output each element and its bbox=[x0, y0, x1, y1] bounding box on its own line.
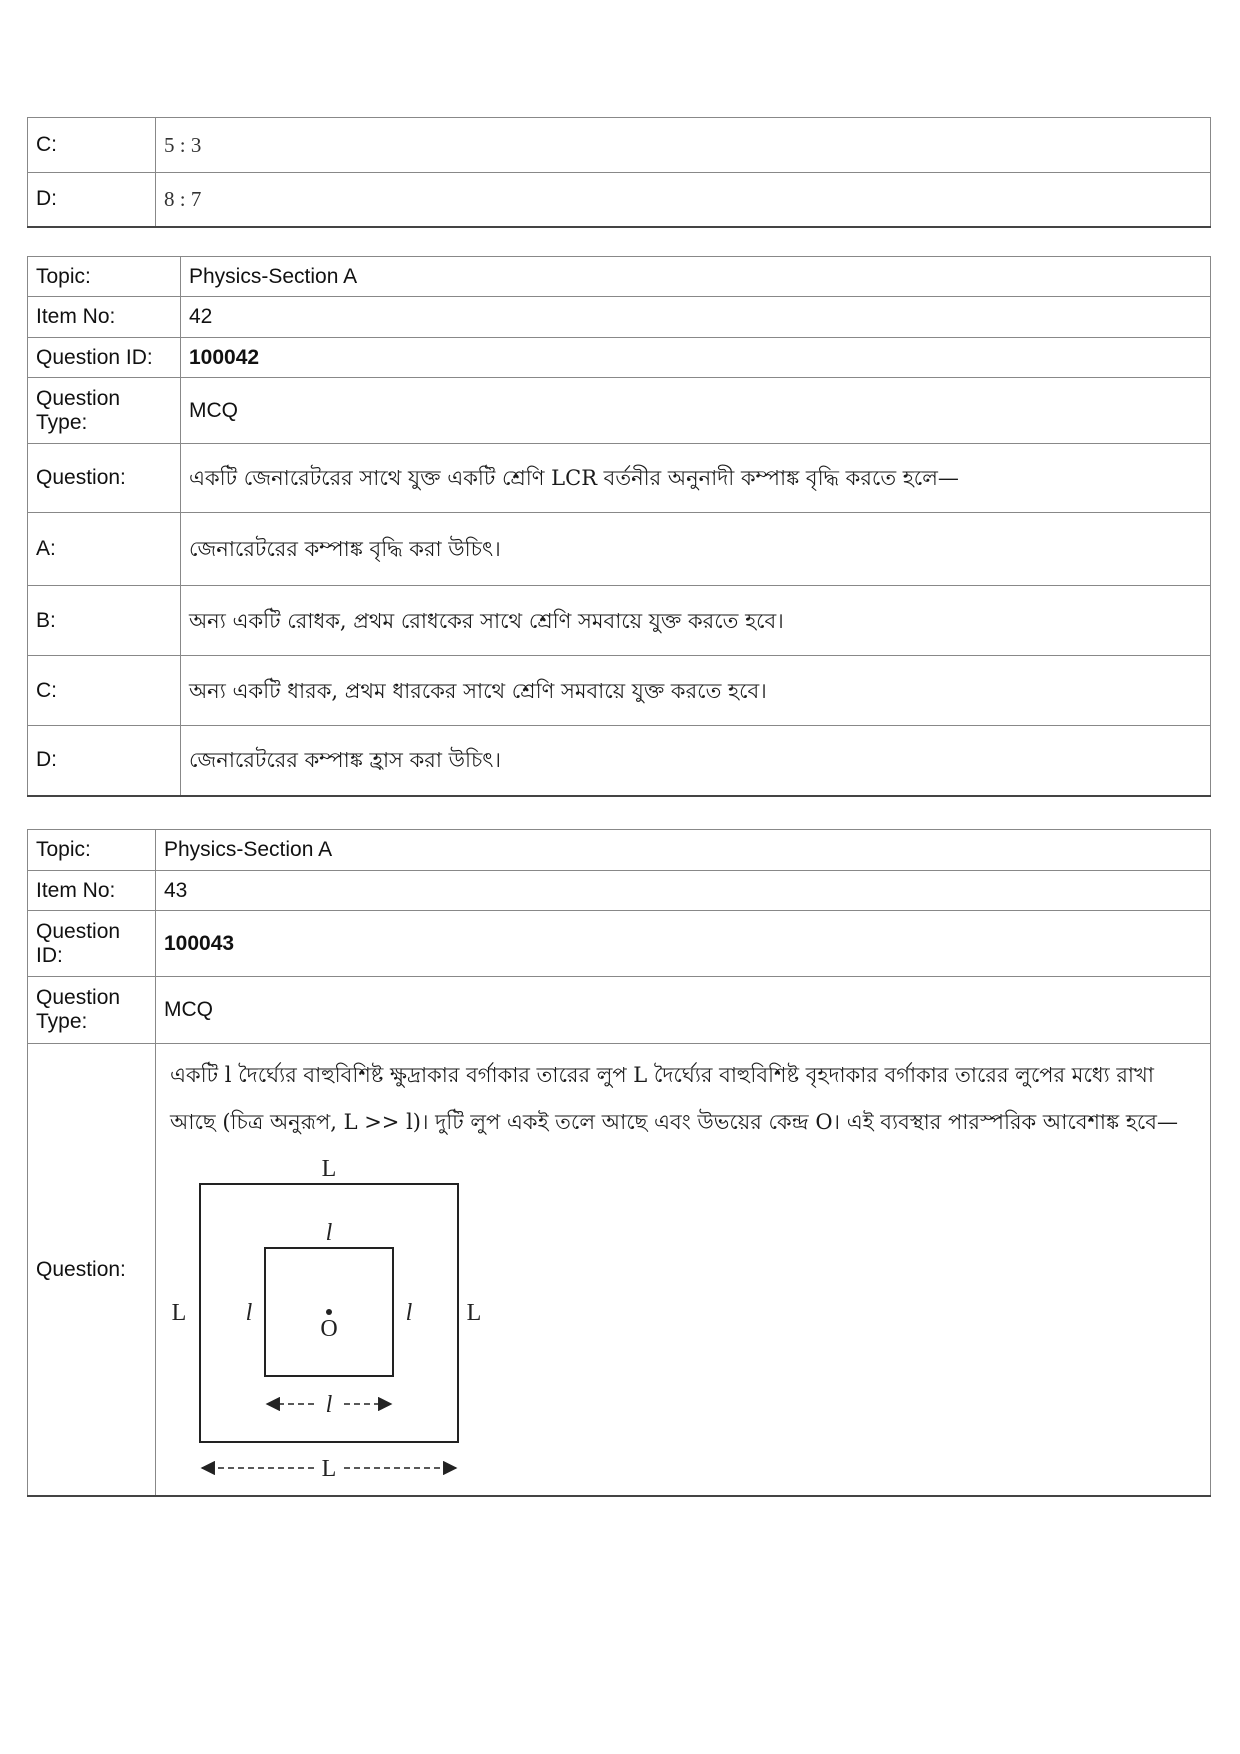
question-type-label bbox=[28, 378, 181, 444]
question-id-label: Question ID: bbox=[28, 338, 181, 378]
item-no-row bbox=[28, 297, 1211, 338]
question-id-row bbox=[28, 338, 1211, 378]
option-text: অন্য একটি ধারক, প্রথম ধারকের সাথে শ্রেণি সমবায়ে যুক্ত করতে হবে। bbox=[181, 656, 1211, 726]
question-text: একটি l দৈর্ঘ্যের বাহুবিশিষ্ট ক্ষুদ্রাকার বর্গাকার তারের লুপ L দৈর্ঘ্যের বাহুবিশিষ্ট বৃহদাকার বর্গাকার তারের লুপের মধ্যে রাখা আছে (চিত্র অনুরূপ, L >> l)। দুটি লুপ একই তলে আছে এবং উভয়ের কেন্দ্র O। এই ব্যবস্থার পারস্পরিক আবেশাঙ্ক হবে— bbox=[170, 1063, 1178, 1134]
inner-right-label: l bbox=[405, 1300, 413, 1326]
option-label: A: bbox=[28, 513, 181, 586]
topic-label: Topic: bbox=[28, 257, 181, 297]
question-type-value: MCQ bbox=[181, 378, 1211, 444]
question-type-row bbox=[28, 378, 1211, 444]
topic-row bbox=[28, 830, 1211, 871]
option-label: D: bbox=[28, 726, 181, 796]
option-value: 8 : 7 bbox=[156, 173, 1211, 227]
question-cell bbox=[156, 1044, 1211, 1497]
option-row bbox=[28, 118, 1211, 173]
option-text: অন্য একটি রোধক, প্রথম রোধকের সাথে শ্রেণি সমবায়ে যুক্ত করতে হবে। bbox=[181, 586, 1211, 656]
option-label: D: bbox=[28, 173, 156, 227]
question-type-label-line2: Type: bbox=[36, 410, 88, 434]
item-no-label: Item No: bbox=[28, 297, 181, 338]
option-label: C: bbox=[28, 118, 156, 173]
question-id-label bbox=[28, 911, 156, 977]
inner-left-label: l bbox=[245, 1300, 253, 1326]
question-row bbox=[28, 1044, 1211, 1497]
square-loops-figure bbox=[164, 1150, 484, 1485]
item-no-value: 42 bbox=[181, 297, 1211, 338]
option-row bbox=[28, 173, 1211, 227]
question-type-value: MCQ bbox=[156, 977, 1211, 1044]
option-row bbox=[28, 726, 1211, 796]
topic-value: Physics-Section A bbox=[181, 257, 1211, 297]
outer-left-label: L bbox=[171, 1300, 187, 1326]
question-row bbox=[28, 444, 1211, 513]
center-point bbox=[326, 1309, 332, 1315]
option-text: জেনারেটরের কম্পাঙ্ক বৃদ্ধি করা উচিৎ। bbox=[181, 513, 1211, 586]
inner-bottom-label: l bbox=[325, 1392, 333, 1418]
outer-right-label: L bbox=[466, 1300, 482, 1326]
option-label: B: bbox=[28, 586, 181, 656]
question-label: Question: bbox=[28, 1044, 156, 1497]
option-value: 5 : 3 bbox=[156, 118, 1211, 173]
outer-top-label: L bbox=[321, 1156, 337, 1182]
option-row bbox=[28, 656, 1211, 726]
question-id-value: 100042 bbox=[181, 338, 1211, 378]
question-type-row bbox=[28, 977, 1211, 1044]
previous-question-options-table bbox=[27, 117, 1211, 228]
topic-value: Physics-Section A bbox=[156, 830, 1211, 871]
inner-top-label: l bbox=[325, 1220, 333, 1246]
question-id-row bbox=[28, 911, 1211, 977]
question-text: একটি জেনারেটরের সাথে যুক্ত একটি শ্রেণি LCR বর্তনীর অনুনাদী কম্পাঙ্ক বৃদ্ধি করতে হলে— bbox=[181, 444, 1211, 513]
item-no-row bbox=[28, 871, 1211, 911]
question-type-label-line2: Type: bbox=[36, 1010, 88, 1033]
center-label: O bbox=[320, 1316, 338, 1342]
question-42-table bbox=[27, 256, 1211, 797]
question-label: Question: bbox=[28, 444, 181, 513]
option-label: C: bbox=[28, 656, 181, 726]
question-id-value: 100043 bbox=[156, 911, 1211, 977]
topic-row bbox=[28, 257, 1211, 297]
question-type-label-line1: Question bbox=[36, 386, 121, 410]
question-43-table bbox=[27, 829, 1211, 1497]
question-id-label-line2: ID: bbox=[36, 943, 63, 967]
option-row bbox=[28, 513, 1211, 586]
topic-label: Topic: bbox=[28, 830, 156, 871]
outer-bottom-label: L bbox=[321, 1456, 337, 1482]
question-id-label-line1: Question bbox=[36, 919, 121, 943]
item-no-label: Item No: bbox=[28, 871, 156, 911]
item-no-value: 43 bbox=[156, 871, 1211, 911]
option-text: জেনারেটরের কম্পাঙ্ক হ্রাস করা উচিৎ। bbox=[181, 726, 1211, 796]
option-row bbox=[28, 586, 1211, 656]
question-type-label-line1: Question bbox=[36, 986, 121, 1009]
question-type-label bbox=[28, 977, 156, 1044]
